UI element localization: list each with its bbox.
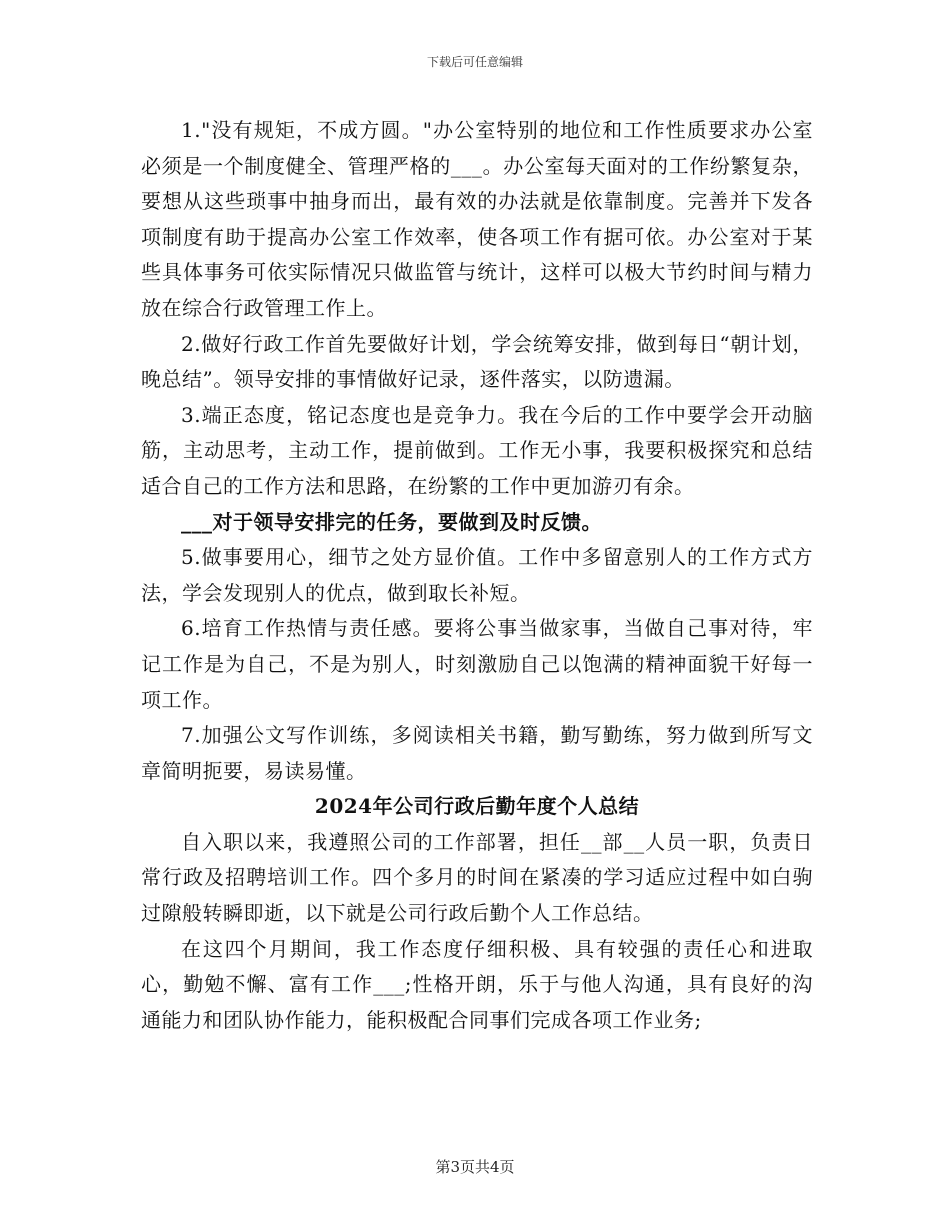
paragraph-summary-attitude: 在这四个月期间，我工作态度仔细积极、具有较强的责任心和进取心，勤勉不懈、富有工作___;性格开朗，乐于与他人沟通，具有良好的沟通能力和团队协作能力，能积极配合同事们完成各项工作业务; (141, 936, 813, 1032)
paragraph-rule-7: 7.加强公文写作训练，多阅读相关书籍，勤写勤练，努力做到所写文章简明扼要，易读易懂。 (141, 723, 813, 783)
section-title: 2024年公司行政后勤年度个人总结 (314, 794, 640, 819)
page-header-note: 下载后可任意编辑 (426, 55, 523, 69)
paragraph-rule-3: 3.端正态度，铭记态度也是竞争力。我在今后的工作中要学会开动脑筋，主动思考，主动工作，提前做到。工作无小事，我要积极探究和总结适合自己的工作方法和思路，在纷繁的工作中更加游刃有余。 (141, 402, 813, 498)
document-body (141, 113, 813, 1038)
paragraph-rule-6: 6.培育工作热情与责任感。要将公事当做家事，当做自己事对待，牢记工作是为自己，不是为别人，时刻激励自己以饱满的精神面貌干好每一项工作。 (141, 616, 813, 712)
paragraph-summary-intro: 自入职以来，我遵照公司的工作部署，担任__部__人员一职，负责日常行政及招聘培训工作。四个多月的时间在紧凑的学习适应过程中如白驹过隙般转瞬即逝，以下就是公司行政后勤个人工作总结。 (141, 829, 813, 926)
page-number-footer: 第3页共4页 (435, 1158, 515, 1176)
paragraph-rule-4: ___对于领导安排完的任务，要做到及时反馈。 (181, 509, 602, 534)
paragraph-rule-5: 5.做事要用心，细节之处方显价值。工作中多留意别人的工作方式方法，学会发现别人的优点，做到取长补短。 (141, 545, 813, 605)
paragraph-rule-1: 1."没有规矩，不成方圆。"办公室特别的地位和工作性质要求办公室必须是一个制度健全、管理严格的___。办公室每天面对的工作纷繁复杂，要想从这些琐事中抽身而出，最有效的办法就是依靠制度。完善并下发各项制度有助于提高办公室工作效率，使各项工作有据可依。办公室对于某些具体事务可依实际情况只做监管与统计，这样可以极大节约时间与精力放在综合行政管理工作上。 (141, 118, 813, 320)
paragraph-rule-2: 2.做好行政工作首先要做好计划，学会统筹安排，做到每日“朝计划，晚总结”。领导安排的事情做好记录，逐件落实，以防遗漏。 (141, 331, 813, 392)
